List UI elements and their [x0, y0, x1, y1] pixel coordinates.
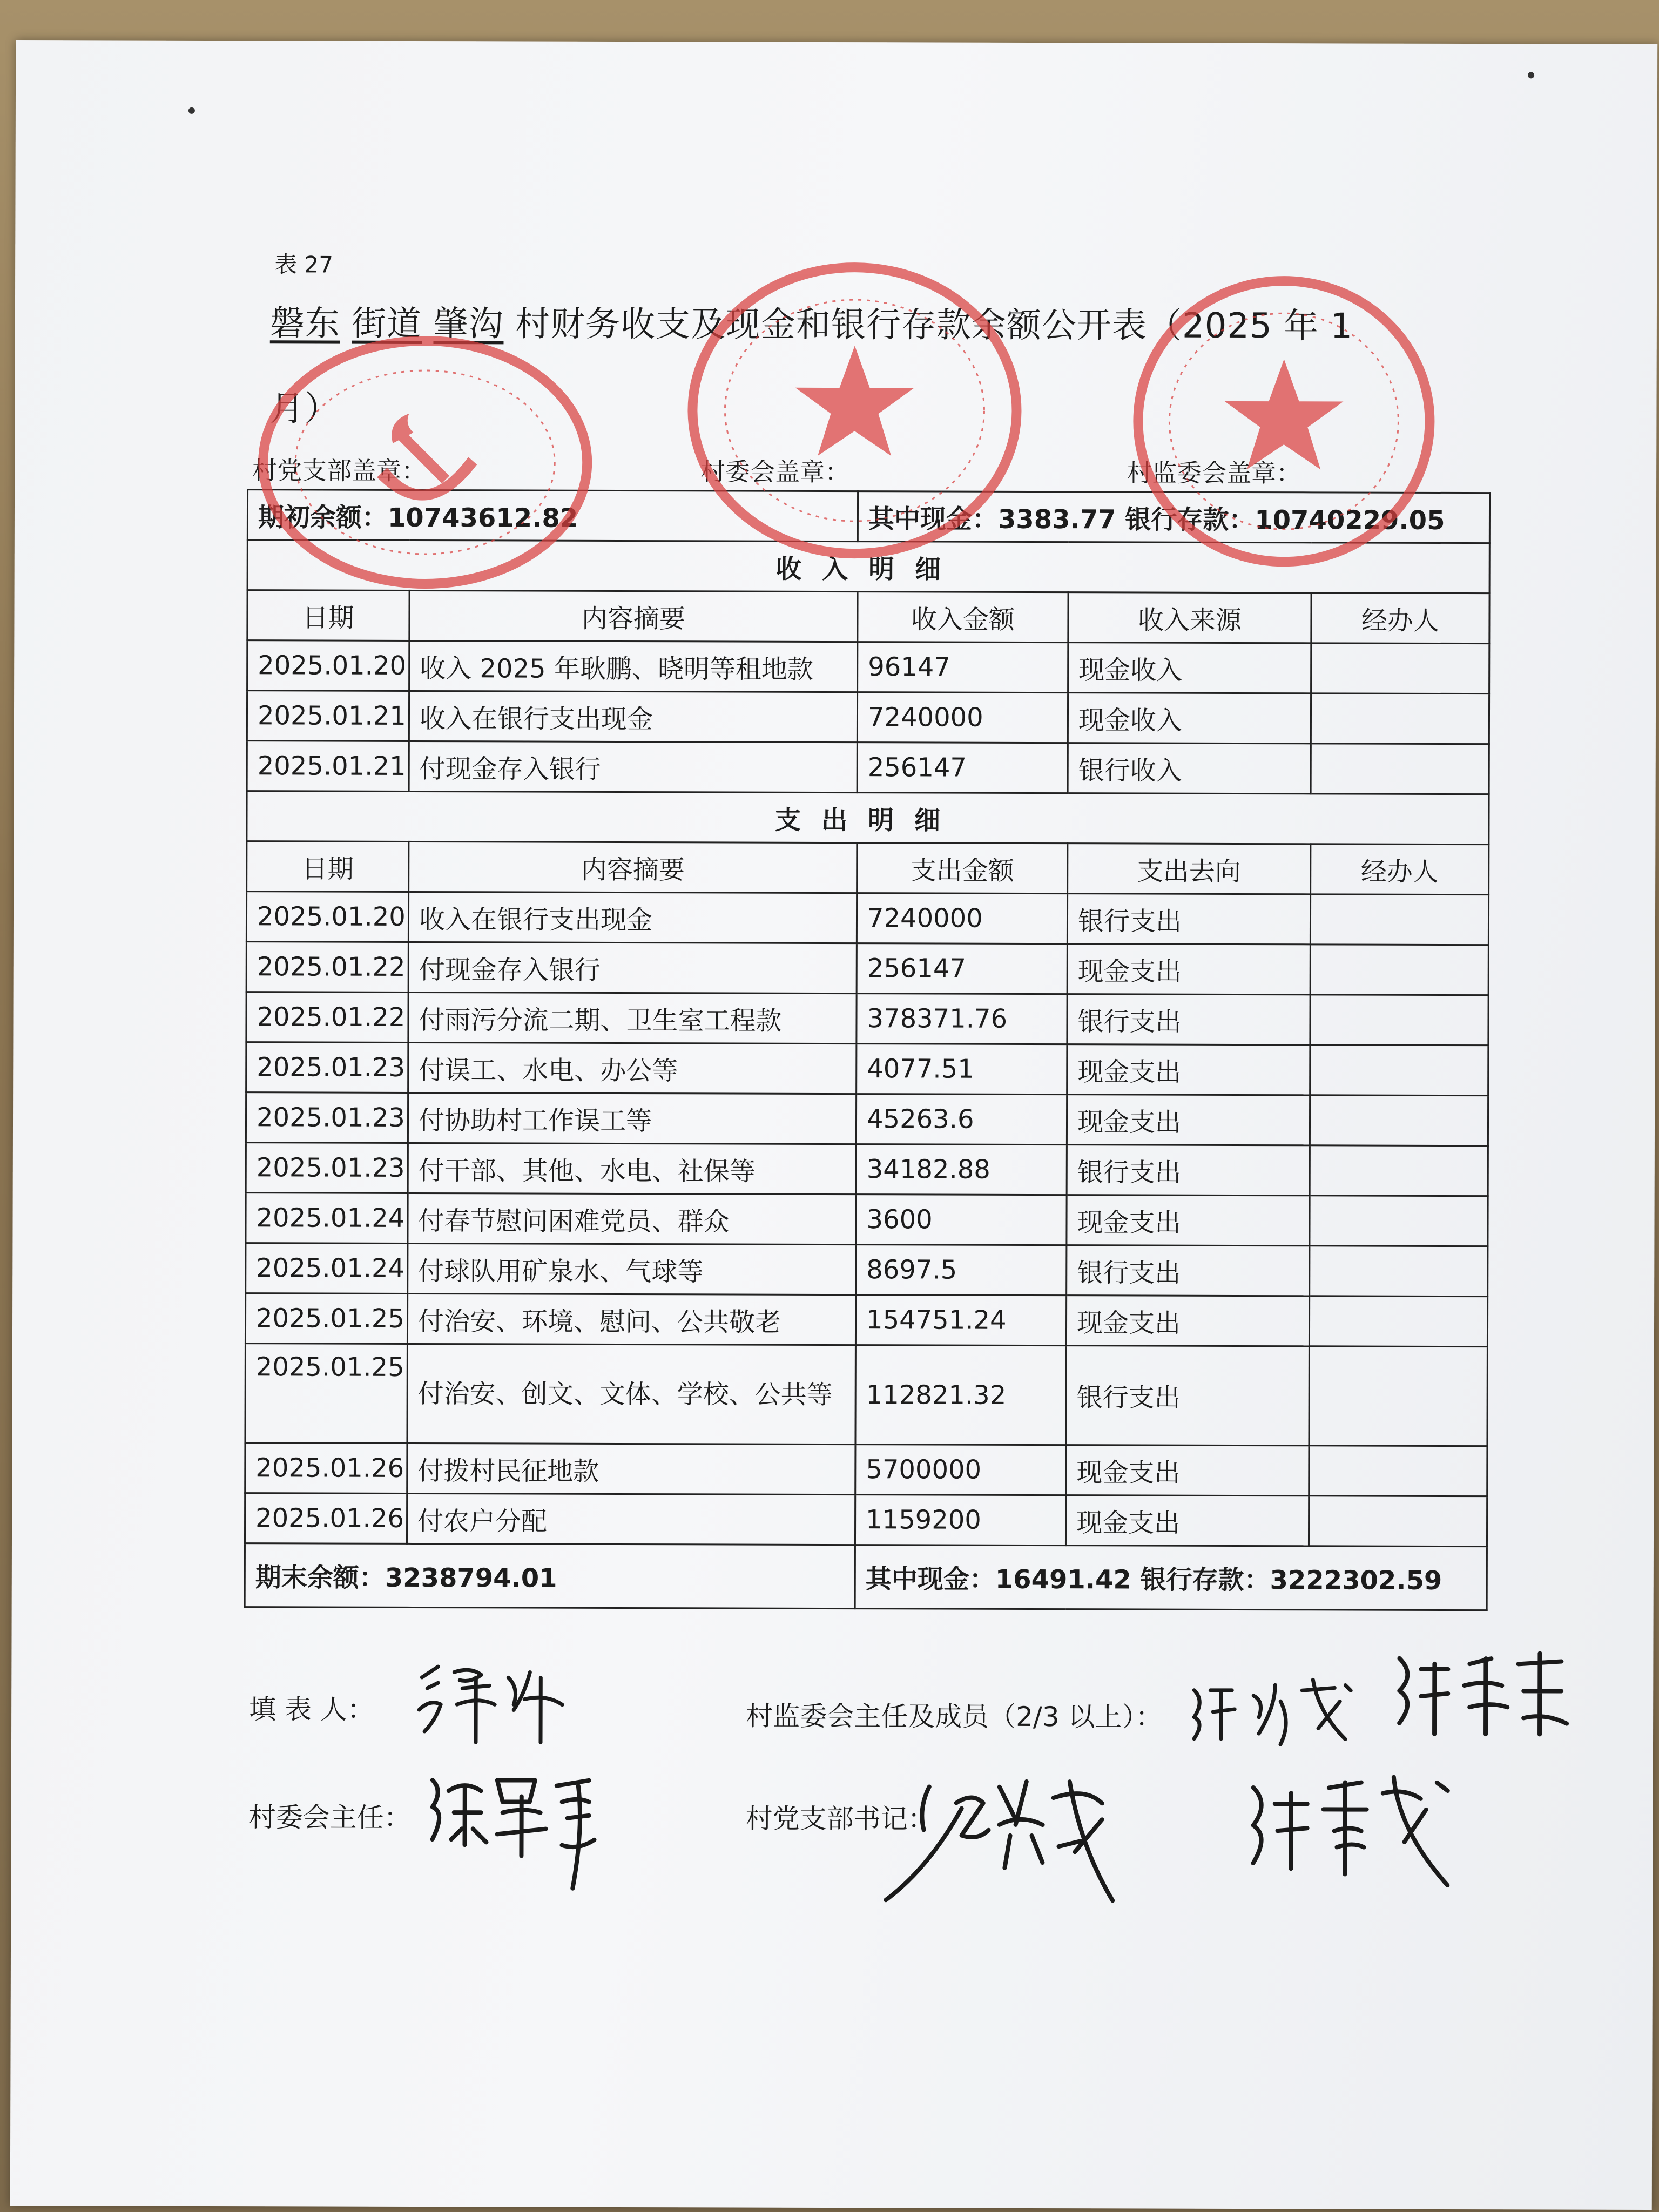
- expense-dest: 现金支出: [1067, 1044, 1310, 1095]
- expense-handler: [1310, 1145, 1488, 1196]
- supervision-member-signature-2: [1388, 1642, 1583, 1745]
- income-handler: [1311, 744, 1489, 794]
- expense-dest: 银行支出: [1066, 1346, 1309, 1446]
- income-handler: [1311, 693, 1489, 744]
- expense-date: 2025.01.23: [246, 1143, 408, 1193]
- income-date: 2025.01.21: [247, 691, 409, 741]
- opening-split: 其中现金：3383.77 银行存款：10740229.05: [858, 491, 1489, 543]
- expense-desc: 付误工、水电、办公等: [408, 1042, 857, 1094]
- punch-mark: [188, 107, 195, 114]
- expense-date: 2025.01.26: [245, 1493, 407, 1544]
- expense-dest: 银行支出: [1067, 1245, 1310, 1296]
- expense-desc: 付现金存入银行: [408, 942, 857, 993]
- income-desc: 付现金存入银行: [409, 741, 857, 792]
- expense-amount: 34182.88: [856, 1144, 1067, 1195]
- expense-handler: [1309, 1296, 1487, 1347]
- supervision-members-label: 村监委会主任及成员（2/3 以上）：: [746, 1700, 1163, 1733]
- expense-handler: [1309, 1446, 1487, 1496]
- income-source: 银行收入: [1068, 743, 1311, 794]
- income-header-date: 日期: [247, 590, 409, 641]
- expense-header-desc: 内容摘要: [409, 841, 857, 893]
- expense-row: [246, 942, 1488, 995]
- finance-table: [244, 489, 1491, 1611]
- expense-section-row: [247, 791, 1489, 845]
- expense-row: [245, 1344, 1488, 1446]
- expense-amount: 112821.32: [855, 1345, 1066, 1445]
- expense-amount: 8697.5: [856, 1245, 1067, 1296]
- income-source: 现金收入: [1068, 693, 1311, 744]
- income-header-desc: 内容摘要: [409, 590, 858, 642]
- income-header-amount: 收入金额: [858, 592, 1068, 643]
- expense-row: [246, 892, 1488, 945]
- income-desc: 收入在银行支出现金: [409, 691, 857, 742]
- expense-desc: 付拨村民征地款: [407, 1443, 855, 1494]
- income-amount: 256147: [857, 743, 1068, 793]
- income-desc: 收入 2025 年耿鹏、晓明等租地款: [409, 640, 858, 692]
- income-row: [247, 741, 1489, 794]
- income-amount: 96147: [858, 642, 1068, 693]
- income-date: 2025.01.21: [247, 741, 409, 792]
- expense-header-row: [247, 841, 1489, 895]
- expense-dest: 现金支出: [1067, 944, 1310, 995]
- expense-dest: 银行支出: [1067, 894, 1310, 945]
- expense-dest: 银行支出: [1067, 994, 1310, 1045]
- expense-desc: 付雨污分流二期、卫生室工程款: [408, 992, 857, 1043]
- document-sheet: [10, 40, 1657, 2210]
- expense-row: [246, 1042, 1488, 1096]
- expense-date: 2025.01.22: [246, 942, 408, 993]
- expense-handler: [1310, 1045, 1488, 1096]
- income-header-handler: 经办人: [1311, 593, 1489, 644]
- expense-handler: [1309, 1346, 1488, 1446]
- expense-date: 2025.01.25: [245, 1293, 407, 1344]
- preparer-label: 填 表 人：: [249, 1694, 375, 1725]
- expense-desc: 付治安、环境、慰问、公共敬老: [407, 1293, 855, 1345]
- expense-date: 2025.01.23: [246, 1092, 408, 1143]
- expense-dest: 现金支出: [1065, 1495, 1309, 1546]
- committee-director-signature: [421, 1764, 616, 1899]
- expense-dest: 银行支出: [1067, 1145, 1310, 1196]
- expense-header-handler: 经办人: [1311, 844, 1489, 895]
- document-title-line2: 月）: [269, 389, 339, 429]
- expense-handler: [1310, 1246, 1488, 1297]
- supervision-member-signature-3: [1242, 1766, 1469, 1896]
- expense-row: [246, 992, 1488, 1046]
- title-village: 肇沟: [433, 304, 504, 345]
- income-header-source: 收入来源: [1068, 592, 1311, 643]
- committee-director-label: 村委会主任：: [248, 1802, 411, 1833]
- expense-section-title: 支出明细: [774, 805, 961, 836]
- party-secretary-label: 村党支部书记：: [745, 1803, 935, 1835]
- expense-amount: 256147: [857, 943, 1067, 994]
- expense-row: [246, 1143, 1488, 1196]
- supervision-member-signature-1: [1183, 1669, 1361, 1750]
- income-handler: [1311, 643, 1489, 694]
- expense-amount: 3600: [856, 1195, 1067, 1245]
- expense-handler: [1310, 1095, 1488, 1146]
- title-town: 磐东: [269, 304, 340, 344]
- title-street: 街道: [352, 304, 422, 344]
- closing-split: 其中现金：16491.42 银行存款：3222302.59: [855, 1545, 1487, 1610]
- expense-dest: 现金支出: [1066, 1296, 1309, 1346]
- expense-desc: 付球队用矿泉水、气球等: [408, 1243, 856, 1294]
- village-committee-seal: [682, 259, 1028, 562]
- party-secretary-signature: [875, 1765, 1135, 1927]
- expense-amount: 5700000: [855, 1445, 1066, 1495]
- expense-date: 2025.01.24: [246, 1243, 408, 1294]
- expense-desc: 付治安、创文、文体、学校、公共等: [407, 1344, 855, 1444]
- expense-row: [245, 1493, 1487, 1547]
- expense-desc: 付春节慰问困难党员、群众: [408, 1193, 856, 1244]
- income-row: [247, 691, 1489, 744]
- title-rest: 村财务收支及现金和银行存款余额公开表（2025 年 1: [503, 304, 1353, 347]
- expense-handler: [1309, 1496, 1487, 1547]
- expense-dest: 现金支出: [1067, 1195, 1310, 1246]
- expense-amount: 4077.51: [857, 1044, 1067, 1095]
- expense-dest: 现金支出: [1066, 1445, 1309, 1496]
- income-row: [247, 640, 1489, 694]
- expense-desc: 收入在银行支出现金: [408, 892, 857, 943]
- expense-amount: 7240000: [857, 893, 1067, 944]
- expense-amount: 378371.76: [857, 994, 1067, 1044]
- expense-header-dest: 支出去向: [1068, 844, 1311, 894]
- expense-handler: [1310, 894, 1488, 945]
- table-number: 表 27: [274, 251, 334, 278]
- closing-balance: 期末余额：3238794.01: [245, 1543, 855, 1609]
- expense-handler: [1310, 995, 1488, 1046]
- expense-dest: 现金支出: [1067, 1095, 1310, 1145]
- expense-date: 2025.01.23: [246, 1042, 408, 1093]
- committee-seal-label: 村委会盖章：: [700, 457, 850, 487]
- expense-date: 2025.01.25: [245, 1344, 407, 1444]
- expense-date: 2025.01.20: [246, 892, 408, 942]
- closing-balance-row: [245, 1543, 1487, 1610]
- party-seal-label: 村党支部盖章：: [252, 456, 427, 486]
- expense-date: 2025.01.26: [245, 1443, 407, 1494]
- income-source: 现金收入: [1068, 643, 1311, 693]
- expense-desc: 付干部、其他、水电、社保等: [408, 1143, 856, 1194]
- expense-amount: 1159200: [855, 1495, 1065, 1546]
- expense-row: [245, 1443, 1487, 1496]
- expense-date: 2025.01.24: [246, 1193, 408, 1244]
- expense-row: [245, 1293, 1487, 1347]
- party-branch-seal: [252, 332, 598, 592]
- preparer-signature: [411, 1656, 573, 1748]
- expense-date: 2025.01.22: [246, 992, 408, 1043]
- expense-desc: 付农户分配: [407, 1493, 855, 1545]
- expense-row: [246, 1092, 1488, 1146]
- income-date: 2025.01.20: [247, 640, 409, 691]
- expense-row: [246, 1193, 1488, 1246]
- punch-mark: [1528, 72, 1534, 78]
- expense-handler: [1310, 945, 1488, 995]
- expense-header-amount: 支出金额: [857, 843, 1068, 894]
- expense-desc: 付协助村工作误工等: [408, 1092, 856, 1144]
- supervision-seal-label: 村监委会盖章：: [1127, 458, 1301, 488]
- expense-row: [246, 1243, 1488, 1297]
- expense-amount: 154751.24: [855, 1295, 1066, 1346]
- expense-amount: 45263.6: [856, 1094, 1067, 1145]
- income-amount: 7240000: [857, 692, 1068, 743]
- income-header-row: [247, 590, 1489, 644]
- expense-handler: [1310, 1196, 1488, 1246]
- expense-header-date: 日期: [247, 841, 409, 892]
- opening-balance: 期初余额：10743612.82: [247, 490, 858, 542]
- income-section-title: 收入明细: [775, 554, 962, 585]
- supervision-committee-seal: [1127, 269, 1441, 573]
